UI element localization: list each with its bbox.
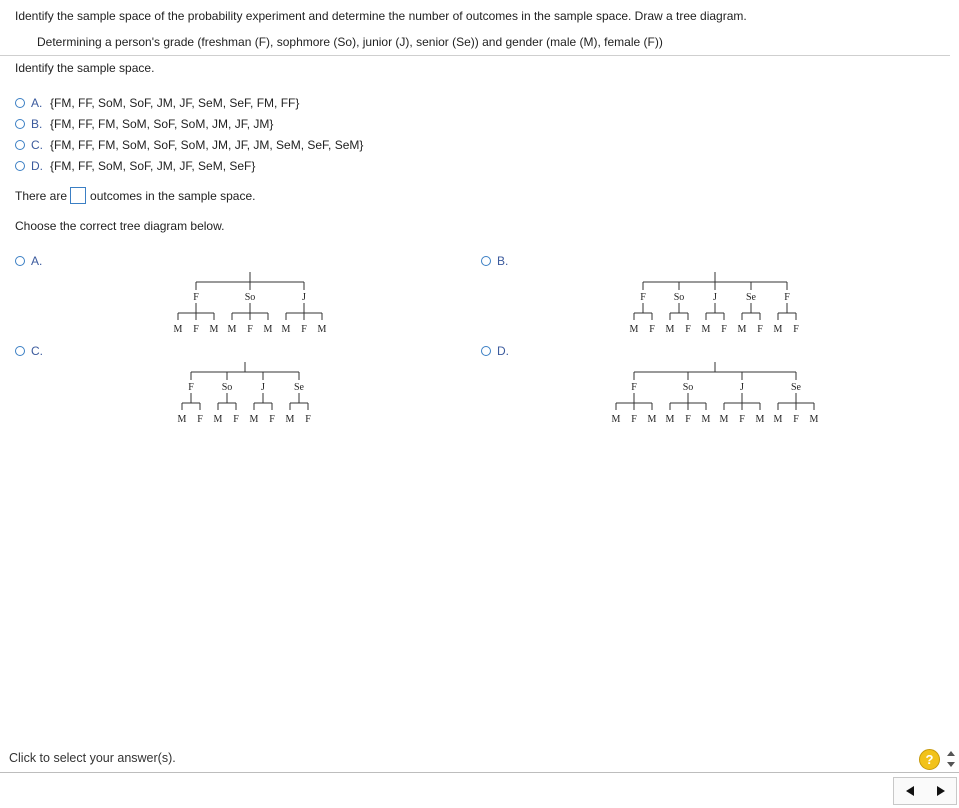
nav-arrows [893,777,957,805]
help-button[interactable]: ? [919,749,940,770]
gender-label: M [701,414,711,425]
tree-diagram-c[interactable] [160,358,330,430]
gender-label: M [809,414,819,425]
tree-option-b[interactable] [481,254,516,268]
gender-label: M [173,324,183,335]
grade-label: J [302,292,306,303]
option-text: {FM, FF, FM, SoM, SoF, SoM, JM, JF, JM, SeM, SeF, SeM} [50,138,364,152]
gender-label: M [209,324,219,335]
tree-letter: B. [497,254,509,268]
gender-label: F [269,414,275,425]
grade-label: Se [791,382,801,393]
grade-label: J [261,382,265,393]
radio-tree-b[interactable] [481,256,491,266]
gender-label: M [611,414,621,425]
option-letter: B. [31,117,43,131]
grade-label: F [640,292,646,303]
gender-label: M [285,414,295,425]
option-text: {FM, FF, FM, SoM, SoF, SoM, JM, JF, JM} [50,117,274,131]
tree-letter: A. [31,254,43,268]
grade-label: Se [294,382,304,393]
grade-label: So [682,382,694,393]
part1-prompt: Identify the sample space. [15,61,155,75]
gender-label: M [317,324,327,335]
gender-label: M [647,414,657,425]
tree-diagram-d[interactable] [590,358,840,430]
gender-label: M [227,324,237,335]
grade-label: F [188,382,194,393]
radio-b[interactable] [15,119,25,129]
option-c[interactable] [15,137,363,153]
gender-label: F [649,324,655,335]
gender-label: F [301,324,307,335]
footer-divider [0,772,959,773]
outcomes-input[interactable] [70,187,86,204]
gender-label: F [193,324,199,335]
tree-option-d[interactable] [481,344,516,358]
gender-label: M [665,414,675,425]
gender-label: F [721,324,727,335]
outcomes-row [15,187,255,204]
next-arrow-icon[interactable] [934,784,948,798]
gender-label: M [701,324,711,335]
grade-label: J [740,382,744,393]
gender-label: F [197,414,203,425]
radio-tree-c[interactable] [15,346,25,356]
option-text: {FM, FF, SoM, SoF, JM, JF, SeM, SeF, FM, FF} [50,96,300,110]
option-b[interactable] [15,116,273,132]
option-letter: A. [31,96,43,110]
status-text: Click to select your answer(s). [9,751,176,765]
gender-label: F [305,414,311,425]
option-letter: C. [31,138,43,152]
gender-label: F [685,414,691,425]
radio-a[interactable] [15,98,25,108]
given-text: Determining a person's grade (freshman (F), sophmore (So), junior (J), senior (Se)) and gender (male (M), female (F)) [37,35,663,49]
radio-tree-d[interactable] [481,346,491,356]
grade-label: F [784,292,790,303]
gender-label: F [631,414,637,425]
grade-label: Se [746,292,756,303]
gender-label: M [213,414,223,425]
tree-letter: D. [497,344,509,358]
grade-label: J [713,292,717,303]
gender-label: F [247,324,253,335]
tree-diagram-b[interactable] [610,268,820,340]
radio-d[interactable] [15,161,25,171]
radio-c[interactable] [15,140,25,150]
option-text: {FM, FF, SoM, SoF, JM, JF, SeM, SeF} [50,159,256,173]
gender-label: M [263,324,273,335]
gender-label: F [233,414,239,425]
grade-label: F [193,292,199,303]
gender-label: M [629,324,639,335]
gender-label: F [685,324,691,335]
divider [0,55,950,56]
option-d[interactable] [15,158,255,174]
radio-tree-a[interactable] [15,256,25,266]
outcomes-label-before: There are [15,188,68,203]
grade-label: So [221,382,233,393]
tree-letter: C. [31,344,43,358]
tree-diagram-a[interactable] [150,268,350,340]
grade-label: So [673,292,685,303]
gender-label: F [757,324,763,335]
gender-label: M [665,324,675,335]
gender-label: M [719,414,729,425]
gender-label: M [773,414,783,425]
gender-label: M [773,324,783,335]
grade-label: So [244,292,256,303]
gender-label: M [755,414,765,425]
gender-label: F [793,414,799,425]
tree-option-c[interactable] [15,344,50,358]
gender-label: M [737,324,747,335]
gender-label: M [177,414,187,425]
gender-label: M [281,324,291,335]
gender-label: F [739,414,745,425]
option-letter: D. [31,159,43,173]
gender-label: F [793,324,799,335]
instruction-text: Identify the sample space of the probability experiment and determine the number of outcomes in the sample space. Draw a tree diagram. [15,9,747,23]
grade-label: F [631,382,637,393]
option-a[interactable] [15,95,299,111]
gender-label: M [249,414,259,425]
tree-option-a[interactable] [15,254,50,268]
outcomes-label-after: outcomes in the sample space. [90,188,256,203]
previous-arrow-icon[interactable] [903,784,917,798]
part3-prompt: Choose the correct tree diagram below. [15,219,225,233]
scroll-arrows-icon[interactable] [946,748,956,770]
